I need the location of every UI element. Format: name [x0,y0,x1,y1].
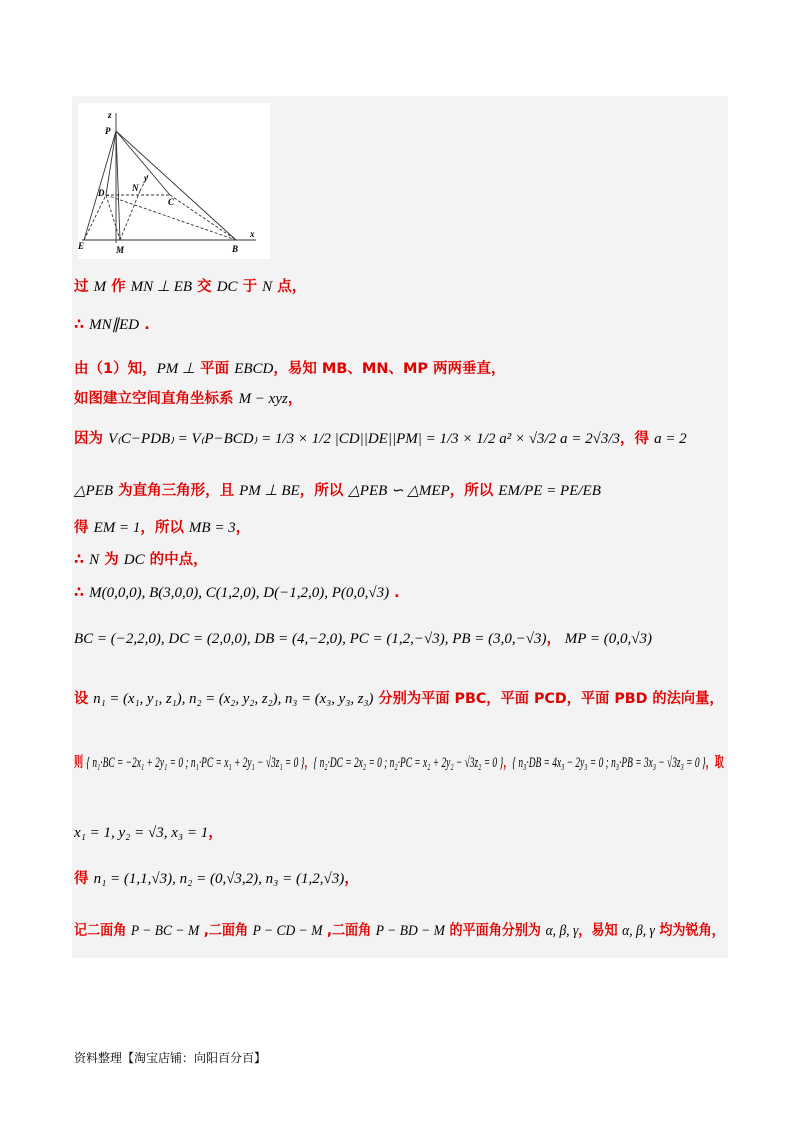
text-segment: 的中点， [144,552,208,568]
math-expression: { n₁·BC = −2x₁ + 2y₁ = 0 ; n₁·PC = x₁ + 2y₁ − √3z₁ = 0 } [86,755,305,771]
line-10 [74,628,652,649]
text-segment: 为直角三角形，且 [113,483,240,499]
math-expression: x₁ = 1, y₂ = √3, x₃ = 1 [74,825,209,841]
label-e: E [78,241,85,251]
line-14 [74,868,359,889]
math-expression: P − CD − M [252,923,323,939]
math-expression: n₁ = (x₁, y₁, z₁), n₂ = (x₂, y₂, z₂), n₃ = (x₃, y₃, z₃) [93,691,374,707]
line-4 [74,388,302,409]
math-expression: { n₂·DC = 2x₂ = 0 ; n₂·PC = x₂ + 2y₂ − √3z₂ = 0 } [313,755,504,771]
line-15 [74,920,725,941]
text-segment: ,二面角 [322,923,376,939]
text-segment: ， [208,825,223,841]
text-segment: 于 [237,279,263,295]
label-m: M [116,245,125,255]
line-11 [74,688,724,709]
text-segment: 得 [74,520,94,536]
text-segment: 的平面角分别为 [444,923,546,939]
text-segment: ， [304,755,314,771]
math-expression: DC [216,279,238,295]
line-6 [74,480,601,501]
math-expression: α, β, γ [545,923,579,939]
label-d: D [98,188,105,198]
text-segment: ， [235,520,251,536]
text-segment: 均为锐角， [654,923,725,939]
math-expression: PM ⊥ [156,361,196,377]
math-expression: DC [123,552,145,568]
line-13 [74,822,223,843]
line-12 [74,752,724,773]
text-segment: 得 [74,871,94,887]
math-expression: BC = (−2,2,0), DC = (2,0,0), DB = (4,−2,0), PC = (1,2,−√3), PB = (3,0,−√3) [74,631,547,647]
footer-source: 资料整理【淘宝店铺：向阳百分百】 [74,1051,267,1065]
line-9 [74,582,400,603]
text-segment: ，得 [620,431,655,447]
label-b: B [232,244,239,254]
math-expression: M − xyz [238,391,288,407]
label-z: z [108,110,112,120]
math-expression: M [93,279,107,295]
text-segment: 点， [272,279,307,295]
text-segment: 分别为平面 PBC，平面 PCD，平面 PBD 的法向量， [373,691,724,707]
line-7 [74,517,250,538]
label-x: x [250,229,255,239]
text-segment: ， [344,871,359,887]
text-segment: 平面 [195,361,235,377]
math-expression: MP = (0,0,√3) [561,631,652,647]
text-segment: ,二面角 [199,923,253,939]
math-expression: EM/PE = PE/EB [498,483,601,499]
line-1 [74,276,306,297]
math-expression: △PEB [74,483,114,499]
math-expression: EBCD [234,361,274,377]
text-segment: 作 [106,279,131,295]
text-segment: ， [287,391,303,407]
math-expression: N [89,552,100,568]
line-8 [74,549,208,570]
math-expression: V₍C−PDB₎ = V₍P−BCD₎ = 1/3 × 1/2 |CD||DE||PM| = 1/3 × 1/2 a² × √3/2 a = 2√3/3 [108,431,620,447]
math-expression: EM = 1 [93,520,141,536]
text-segment: ， [503,755,513,771]
math-expression: P − BD − M [375,923,445,939]
text-segment: ∴ [74,552,90,568]
text-segment: 则 [74,755,87,771]
math-expression: MB = 3 [188,520,236,536]
text-segment: 过 [74,279,94,295]
label-c: C [168,197,175,207]
text-segment: 因为 [74,431,109,447]
line-5 [74,428,687,449]
text-segment: 如图建立空间直角坐标系 [74,391,239,407]
label-y: y [144,173,148,183]
label-n: N [132,183,139,193]
text-segment: ，易知 [578,923,623,939]
text-segment: . [389,585,400,601]
text-segment: ∴ [74,317,90,333]
text-segment: ，所以 [299,483,349,499]
math-expression: MN ⊥ EB [130,279,193,295]
math-expression: P − BC − M [130,923,200,939]
text-segment: ， [546,631,562,647]
line-2 [74,314,150,335]
text-segment: 由（1）知， [74,361,157,377]
math-expression: MN∥ED [89,317,140,333]
math-expression: M(0,0,0), B(3,0,0), C(1,2,0), D(−1,2,0), P(0,0,√3) [89,585,390,601]
math-expression: PM ⊥ BE [239,483,300,499]
text-segment: 为 [99,552,124,568]
math-expression: N [262,279,273,295]
text-segment: 设 [74,691,94,707]
text-segment: ，所以 [140,520,189,536]
text-segment: 记二面角 [74,923,131,939]
label-p: P [105,126,111,136]
geometry-figure [78,103,270,259]
text-segment: ，所以 [449,483,499,499]
text-segment: ，易知 MB、MN、MP 两两垂直， [273,361,506,377]
math-expression: α, β, γ [622,923,655,939]
text-segment: ∴ [74,585,90,601]
math-expression: { n₃·DB = 4x₃ − 2y₃ = 0 ; n₃·PB = 3x₃ − √3z₃ = 0 } [512,755,706,771]
text-segment: 交 [192,279,217,295]
math-expression: a = 2 [654,431,687,447]
math-expression: n₁ = (1,1,√3), n₂ = (0,√3,2), n₃ = (1,2,√3) [93,871,345,887]
line-3 [74,358,506,379]
pyramid-diagram [78,103,270,259]
text-segment: ，取 [705,755,724,771]
math-expression: △PEB ∽ △MEP [348,483,450,499]
text-segment: . [139,317,150,333]
